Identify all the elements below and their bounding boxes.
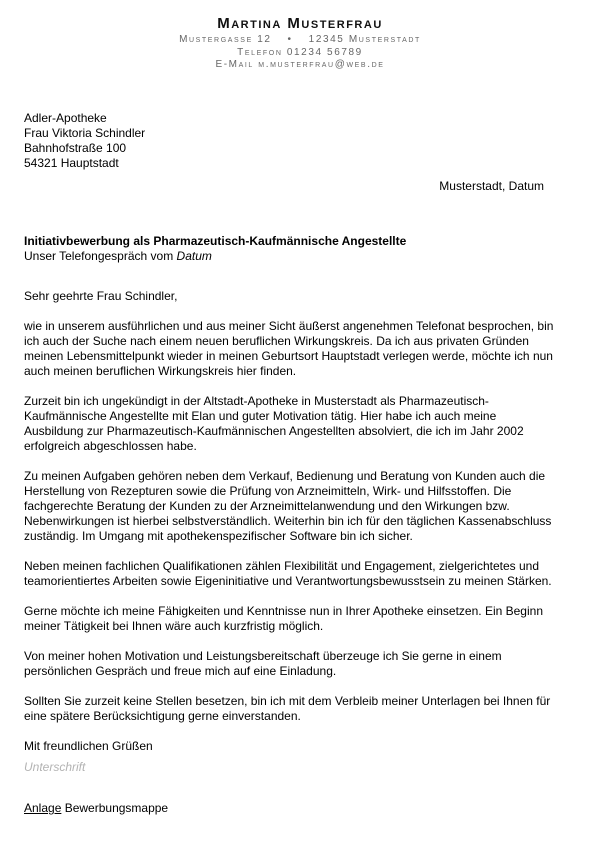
body-paragraph: Von meiner hohen Motivation und Leistungsbereitschaft überzeuge ich Sie gerne in einem persönlichen Gespräch und freue mich auf eine Einladung.	[24, 649, 502, 678]
recipient-city: 54321 Hauptstadt	[24, 156, 119, 170]
letterhead	[0, 14, 600, 72]
subject-reference-date: Datum	[176, 249, 212, 263]
body-paragraph: Zu meinen Aufgaben gehören neben dem Verkauf, Bedienung und Beratung von Kunden auch die Herstellung von Rezepturen sowie die Prüfung von Arzneimitteln, Wirk- und Hilfsstoffen. Die fachgerechte Beratung der Kunden zu der Arzneimittelanwendung und den Wirkungen bzw. Nebenwirkungen ist hierbei selbstverständlich. Weiterhin bin ich für den täglichen Kassenabschluss zuständig. Im Umgang mit apothekenspezifischer Software bin ich sicher.	[24, 469, 552, 543]
sender-email: E-Mail m.musterfrau@web.de	[215, 59, 385, 70]
address-separator: •	[287, 34, 293, 45]
salutation: Sehr geehrte Frau Schindler,	[24, 289, 178, 303]
recipient-street: Bahnhofstraße 100	[24, 141, 127, 155]
subject-reference-prefix: Unser Telefongespräch vom	[24, 249, 177, 263]
letter-body	[24, 289, 554, 769]
sender-name: Martina Musterfrau	[217, 15, 383, 32]
subject-title: Initiativbewerbung als Pharmazeutisch-Kaufmännische Angestellte	[24, 234, 407, 248]
signature-placeholder: Unterschrift	[24, 760, 86, 774]
body-paragraph: Sollten Sie zurzeit keine Stellen besetzen, bin ich mit dem Verbleib meiner Unterlagen bei Ihnen für eine spätere Berücksichtigung gerne einverstanden.	[24, 694, 551, 723]
subject-block	[24, 234, 406, 264]
attachment-label: Anlage	[24, 801, 62, 815]
recipient-address	[24, 111, 145, 171]
recipient-company: Adler-Apotheke	[24, 111, 107, 125]
body-paragraph: Gerne möchte ich meine Fähigkeiten und Kenntnisse nun in Ihrer Apotheke einsetzen. Ein Beginn meiner Tätigkeit bei Ihnen wäre auch kurzfristig möglich.	[24, 604, 543, 633]
sender-phone: Telefon 01234 56789	[237, 46, 363, 58]
sender-address	[0, 34, 600, 47]
body-paragraph: Zurzeit bin ich ungekündigt in der Altstadt-Apotheke in Musterstadt als Pharmazeutisch-Kaufmännische Angestellte mit Elan und guter Motivation tätig. Hier habe ich auch meine Ausbildung zur Pharmazeutisch-Kaufmännischen Angestellten absolviert, die ich im Jahr 2002 erfolgreich abgeschlossen habe.	[24, 394, 524, 453]
closing: Mit freundlichen Grüßen	[24, 739, 153, 753]
sender-street: Mustergasse 12	[179, 34, 272, 45]
sender-city: 12345 Musterstadt	[308, 34, 421, 45]
body-paragraph: wie in unserem ausführlichen und aus meiner Sicht äußerst angenehmen Telefonat besprochen, bin ich auch der Suche nach einem neuen beruflichen Wirkungskreis. Da ich aus privaten Gründen meinen Lebensmittelpunkt wieder in meinen Geburtsort Hauptstadt verlegen werde, möchte ich nun auch meinen beruflichen Wirkungskreis hier finden.	[24, 319, 554, 378]
recipient-person: Frau Viktoria Schindler	[24, 126, 146, 140]
attachment-text: Bewerbungsmappe	[61, 801, 169, 815]
attachment-line	[24, 801, 168, 816]
letter-date: Musterstadt, Datum	[439, 179, 544, 193]
body-paragraph: Neben meinen fachlichen Qualifikationen zählen Flexibilität und Engagement, zielgerichtetes und teamorientiertes Arbeiten sowie Eigeninitiative und Verantwortungsbewusstsein zu meinen Stärken.	[24, 559, 552, 588]
subject-reference	[24, 249, 406, 264]
